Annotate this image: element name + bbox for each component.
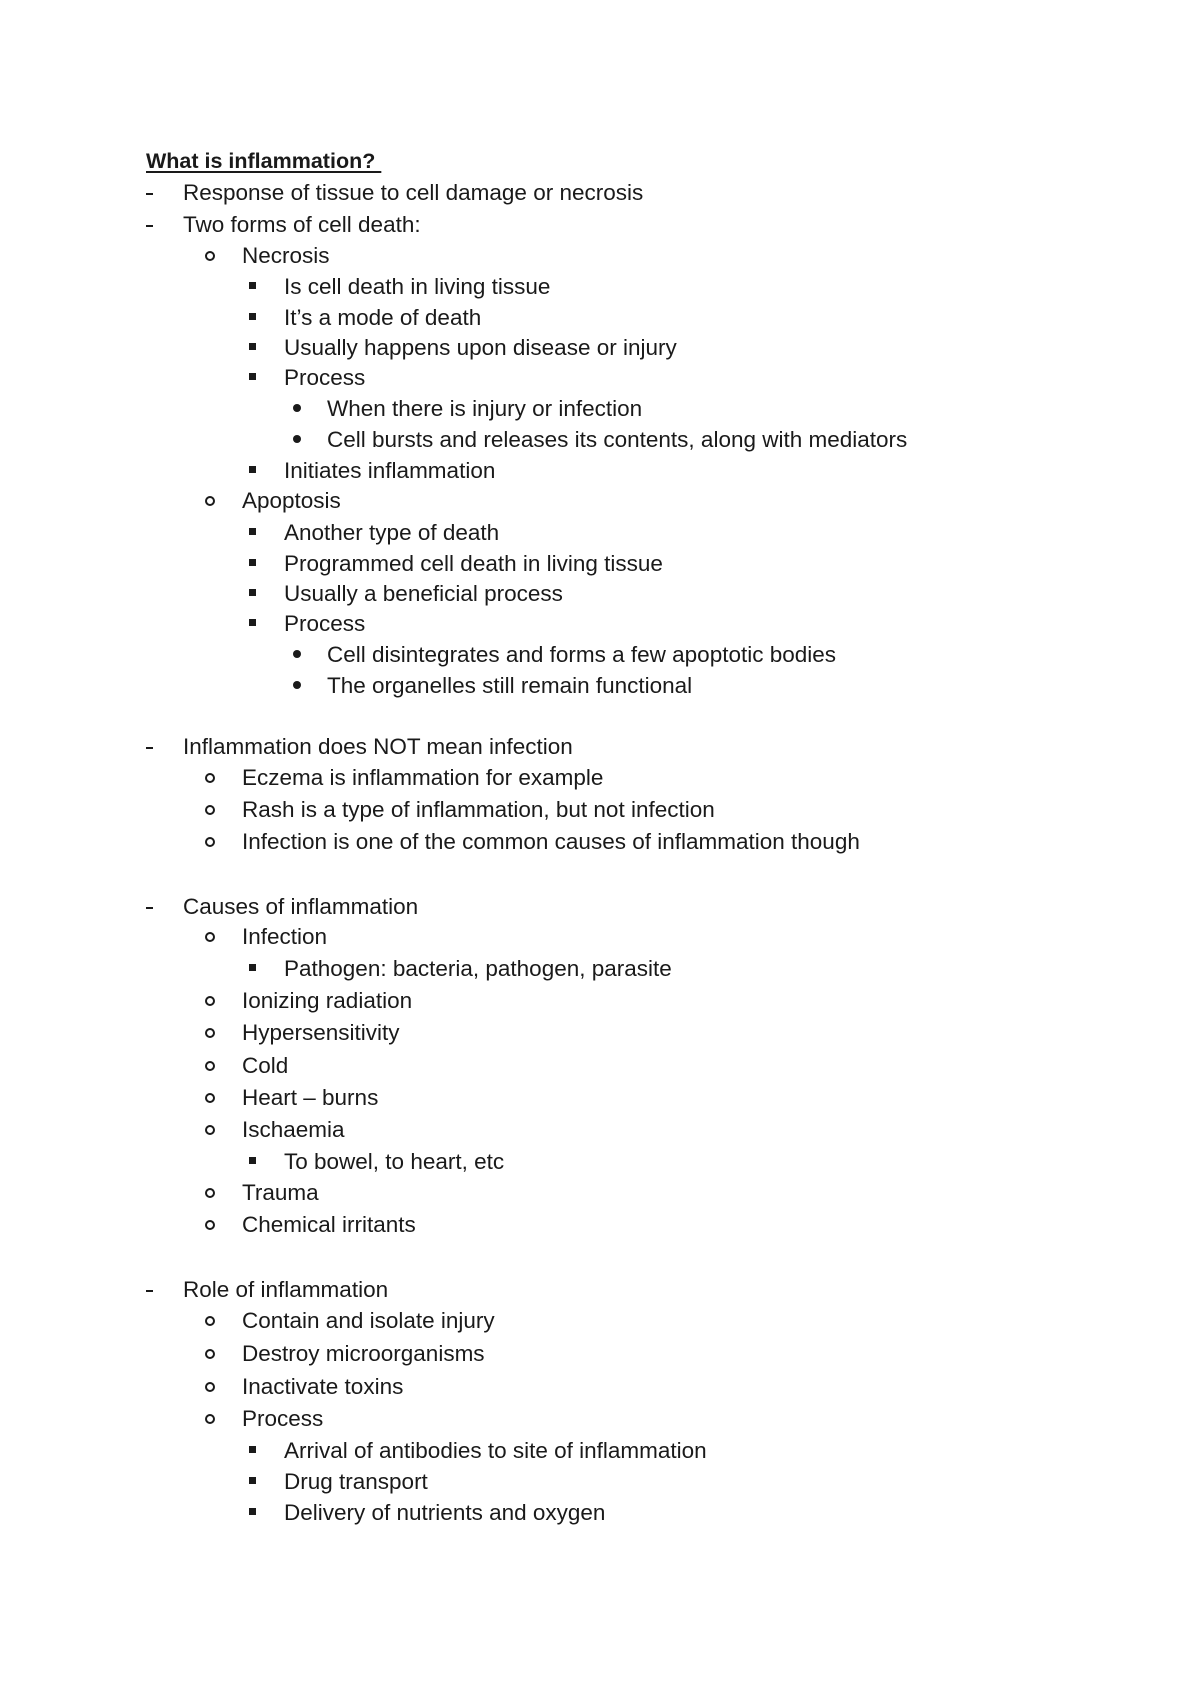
dash-bullet-icon <box>146 892 156 922</box>
list-item-text: Infection <box>242 924 328 949</box>
list-item-text: Contain and isolate injury <box>242 1308 495 1333</box>
square-bullet-icon <box>249 954 259 984</box>
dash-bullet-icon <box>146 1275 156 1305</box>
square-bullet-icon <box>249 456 259 486</box>
list-item-text: Hypersensitivity <box>242 1020 400 1045</box>
square-bullet-icon <box>249 549 259 579</box>
list-item-text: Arrival of antibodies to site of inflammation <box>284 1438 707 1463</box>
filled-dot-bullet-icon <box>293 640 303 670</box>
square-bullet-icon <box>249 1498 259 1528</box>
list-item-text: Process <box>284 611 366 636</box>
list-item-text: Cell disintegrates and forms a few apoptotic bodies <box>327 642 837 667</box>
list-item-text: It’s a mode of death <box>284 305 482 330</box>
list-item-text: Ischaemia <box>242 1117 345 1142</box>
list-item-text: When there is injury or infection <box>327 396 643 421</box>
hollow-circle-bullet-icon <box>205 1404 217 1434</box>
hollow-circle-bullet-icon <box>205 1339 217 1369</box>
square-bullet-icon <box>249 1147 259 1177</box>
hollow-circle-bullet-icon <box>205 241 217 271</box>
list-item-text: Infection is one of the common causes of inflammation though <box>242 829 860 854</box>
hollow-circle-bullet-icon <box>205 922 217 952</box>
list-item-text: Usually a beneficial process <box>284 581 563 606</box>
list-item-text: Two forms of cell death: <box>183 212 421 237</box>
list-item-text: Process <box>242 1406 324 1431</box>
list-item-text: Apoptosis <box>242 488 341 513</box>
dash-bullet-icon <box>146 210 156 240</box>
list-item-text: Chemical irritants <box>242 1212 416 1237</box>
square-bullet-icon <box>249 333 259 363</box>
square-bullet-icon <box>249 579 259 609</box>
page-title: What is inflammation? <box>146 149 382 173</box>
filled-dot-bullet-icon <box>293 425 303 455</box>
list-item-text: Cell bursts and releases its contents, along with mediators <box>327 427 908 452</box>
list-item-text: To bowel, to heart, etc <box>284 1149 505 1174</box>
list-item-text: Initiates inflammation <box>284 458 496 483</box>
square-bullet-icon <box>249 272 259 302</box>
square-bullet-icon <box>249 518 259 548</box>
hollow-circle-bullet-icon <box>205 1115 217 1145</box>
hollow-circle-bullet-icon <box>205 1210 217 1240</box>
hollow-circle-bullet-icon <box>205 763 217 793</box>
hollow-circle-bullet-icon <box>205 1178 217 1208</box>
hollow-circle-bullet-icon <box>205 486 217 516</box>
list-item-text: Trauma <box>242 1180 319 1205</box>
filled-dot-bullet-icon <box>293 394 303 424</box>
list-item-text: Heart – burns <box>242 1085 379 1110</box>
square-bullet-icon <box>249 1436 259 1466</box>
list-item-text: Destroy microorganisms <box>242 1341 485 1366</box>
list-item-text: Necrosis <box>242 243 330 268</box>
filled-dot-bullet-icon <box>293 671 303 701</box>
square-bullet-icon <box>249 363 259 393</box>
list-item-text: Is cell death in living tissue <box>284 274 551 299</box>
list-item-text: Delivery of nutrients and oxygen <box>284 1500 606 1525</box>
list-item-text: Drug transport <box>284 1469 428 1494</box>
hollow-circle-bullet-icon <box>205 986 217 1016</box>
list-item-text: Programmed cell death in living tissue <box>284 551 663 576</box>
square-bullet-icon <box>249 609 259 639</box>
dash-bullet-icon <box>146 732 156 762</box>
hollow-circle-bullet-icon <box>205 795 217 825</box>
dash-bullet-icon <box>146 178 156 208</box>
list-item-text: Cold <box>242 1053 289 1078</box>
hollow-circle-bullet-icon <box>205 1083 217 1113</box>
list-item-text: Another type of death <box>284 520 500 545</box>
list-item-text: The organelles still remain functional <box>327 673 693 698</box>
square-bullet-icon <box>249 1467 259 1497</box>
list-item-text: Pathogen: bacteria, pathogen, parasite <box>284 956 672 981</box>
square-bullet-icon <box>249 303 259 333</box>
hollow-circle-bullet-icon <box>205 1306 217 1336</box>
list-item-text: Role of inflammation <box>183 1277 389 1302</box>
list-item-text: Ionizing radiation <box>242 988 413 1013</box>
list-item-text: Rash is a type of inflammation, but not infection <box>242 797 715 822</box>
list-item-text: Causes of inflammation <box>183 894 419 919</box>
hollow-circle-bullet-icon <box>205 1051 217 1081</box>
list-item-text: Inactivate toxins <box>242 1374 404 1399</box>
hollow-circle-bullet-icon <box>205 827 217 857</box>
list-item-text: Inflammation does NOT mean infection <box>183 734 573 759</box>
list-item-text: Usually happens upon disease or injury <box>284 335 677 360</box>
list-item-text: Process <box>284 365 366 390</box>
hollow-circle-bullet-icon <box>205 1372 217 1402</box>
hollow-circle-bullet-icon <box>205 1018 217 1048</box>
list-item-text: Response of tissue to cell damage or necrosis <box>183 180 644 205</box>
list-item-text: Eczema is inflammation for example <box>242 765 604 790</box>
